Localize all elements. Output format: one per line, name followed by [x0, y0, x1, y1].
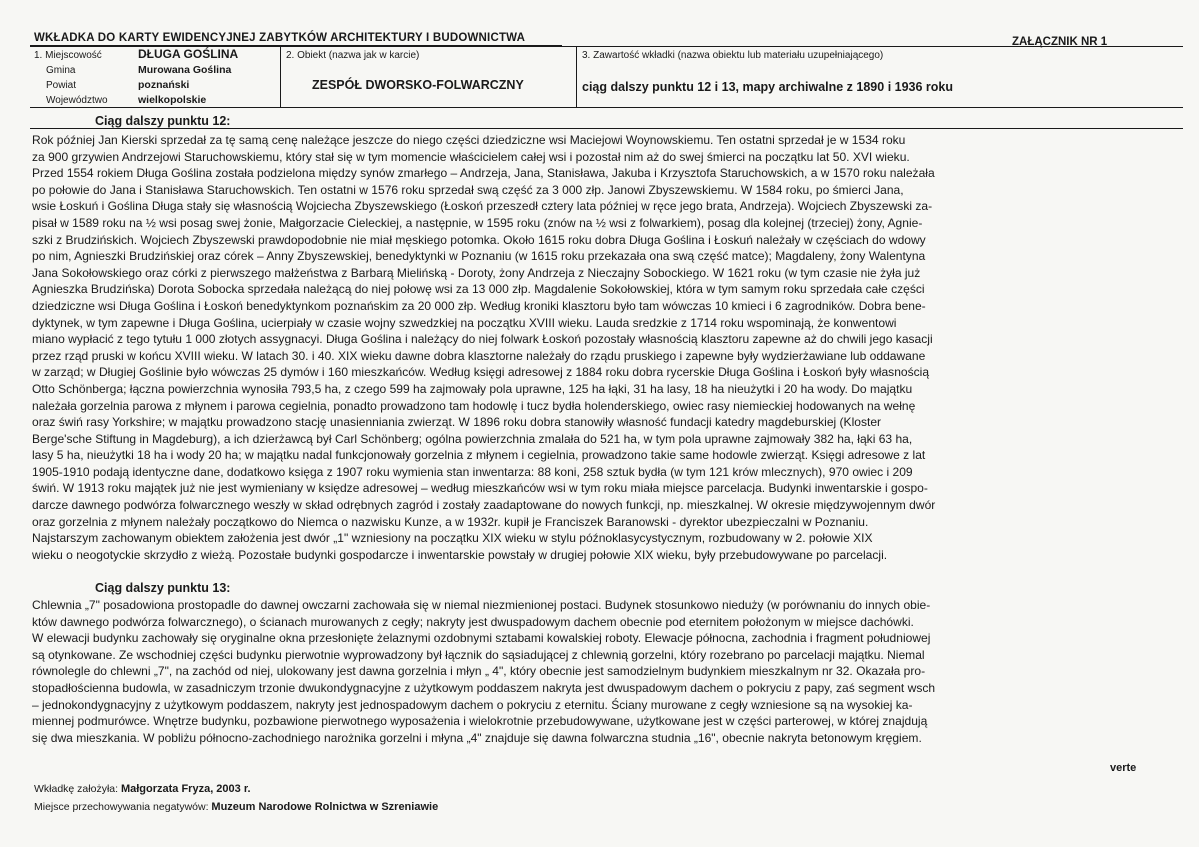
storage-value: Muzeum Narodowe Rolnictwa w Szreniawie	[211, 801, 439, 813]
text-line: Otto Schönberga; łączna powierzchnia wynosiła 793,5 ha, z czego 599 ha zajmowały pola uprawne, 125 ha łąki, 31 ha lasy, 18 ha nieużytki i 20 ha wody. Do majątku	[32, 381, 913, 396]
commune-label: Gmina	[46, 65, 76, 76]
text-line: szki z Brudzińskich. Wojciech Zbyszewski prawdopodobnie nie miał męskiego potomka. Około 1615 roku dobra Długa Goślina i Łoskuń należały w częściach do wdowy	[32, 232, 926, 247]
text-line: Najstarszym zachowanym obiektem założenia jest dwór „1" wzniesiony na początku XIX wieku w stylu późnoklasycystycznym, rozbudowany w 2. połowie XIX	[32, 531, 873, 546]
section12-heading: Ciąg dalszy punktu 12:	[95, 114, 231, 128]
author-line	[34, 783, 251, 795]
text-line: dziedziczne wsi Długa Goślina i Łoskoń benedyktynkom poznańskim za 20 000 złp. Według kroniki klasztoru było tam wówczas 10 kmieci i 6 zagrodników. Dobra bene-	[32, 298, 926, 313]
section-rule	[30, 128, 1183, 129]
text-line: – jednokondygnacyjny z użytkowym poddaszem, nakryty jest jednospadowym dachem o pokryciu z eternitu. Ściany murowane z cegły wzniesione są na wysokiej ka-	[32, 697, 913, 712]
text-line: po połowie do Jana i Stanisława Staruchowskich. Ten ostatni w 1576 roku sprzedał swą część za 3 000 złp. Janowi Zbyszewskiemu. W 1584 roku, po śmierci Jana,	[32, 182, 904, 197]
text-line: miano wypłacić z tego tytułu 1 000 złotych assygnacyi. Długa Goślina i należący do niej folwark Łoskoń pozostały własnością klasztoru zapewne aż do chwili jego kasacji	[32, 332, 933, 347]
commune-value: Murowana Goślina	[138, 64, 232, 76]
section12-body	[32, 132, 1192, 563]
text-line: W elewacji budynku zachowały się oryginalne okna przesłonięte żelaznymi ozdobnymi sztabami kowalskiej roboty. Elewacje północna, zachodnia i fragment południowej	[32, 631, 931, 646]
text-line: któw dawnego podwórza folwarcznego), o ścianach murowanych z cegły; nakryty jest dwuspadowym dachem obecnie pod eternitem położonym w miejsce dachówki.	[32, 614, 914, 629]
place-value: DŁUGA GOŚLINA	[138, 47, 239, 61]
author-value: Małgorzata Fryza, 2003 r.	[120, 783, 251, 795]
text-line: w zarząd; w Długiej Goślinie było wówczas 25 dymów i 160 mieszkańców. Według księgi adresowej z 1884 roku dobra rycerskie Długa Goślina i Łoskoń były własnością	[32, 365, 930, 380]
text-line: miennej podmurówce. Wnętrze budynku, pozbawione pierwotnego wyposażenia i wielokrotnie przebudowywane, użytkowane jest w części parterowej, w której znajdują	[32, 714, 928, 729]
text-line: przez rząd pruski w końcu XVIII wieku. W latach 30. i 40. XIX wieku dawne dobra klasztorne należały do rządu pruskiego i zapewne były wydzierżawiane lub oddawane	[32, 348, 926, 363]
text-line: stopadłościenna budowla, w zasadniczym trzonie dwukondygnacyjne z użytkowym poddaszem nakryta jest dwuspadowym dachem o pokryciu z papy, zaś segment wsch	[32, 680, 936, 695]
text-line: po nim, Agnieszki Brudzińskiej oraz córek – Anny Zbyszewskiej, benedyktynki w Poznaniu (w 1615 roku przekazała ona swą część matce); Magdaleny, żony Walentyna	[32, 249, 926, 264]
text-line: lasy 5 ha, nieużytki 18 ha i wody 20 ha; w majątku nadal funkcjonowały gorzelnia z młynem i cegielnia, prowadzono takie same hodowle zwierząt. Księgi adresowe z lat	[32, 448, 926, 463]
text-line: Chlewnia „7" posadowiona prostopadle do dawnej owczarni zachowała się w niemal niezmienionej postaci. Budynek stosunkowo nieduży (w porównaniu do innych obie-	[32, 598, 931, 612]
county-value: poznański	[138, 79, 190, 91]
text-line: dyktynek, w tym zapewne i Długa Goślina, ucierpiały w czasie wojny szwedzkiej na początku XVIII wieku. Lauda sredzkie z 1714 roku wspominają, że konwentowi	[32, 315, 897, 330]
text-line: Jana Sokołowskiego oraz córki z pierwszego małżeństwa z Barbarą Mielińską - Doroty, żony Andrzeja z Nieczajny Sobockiego. W 1621 roku (w tym czasie nie żyła już	[32, 265, 921, 280]
text-line: Rok później Jan Kierski sprzedał za tę samą cenę należące jeszcze do niego części dziedziczne wsi Maciejowi Woynowskiemu. Ten ostatni sprzedał je w 1534 roku	[32, 133, 906, 147]
object-value: ZESPÓŁ DWORSKO-FOLWARCZNY	[312, 78, 524, 92]
text-line: Przed 1554 rokiem Długa Goślina została podzielona między synów zmarłego – Andrzeja, Jana, Stanisława, Jakuba i Krzysztofa Staruchowskich, a w 1570 roku należała	[32, 166, 935, 181]
place-label: 1. Miejscowość	[34, 50, 102, 61]
section13-heading: Ciąg dalszy punktu 13:	[95, 581, 231, 595]
document-title: WKŁADKA DO KARTY EWIDENCYJNEJ ZABYTKÓW ARCHITEKTURY I BUDOWNICTWA	[34, 32, 526, 44]
text-line: 1905-1910 podają identyczne dane, dodatkowo księga z 1907 roku wymienia stan inwentarza: 88 koni, 258 sztuk bydła (w tym 121 krów mlecznych), 970 owiec i 209	[32, 464, 913, 479]
text-line: należała gorzelnia parowa z młynem i parowa cegielnia, ponadto prowadzono tam hodowlę i tucz bydła holenderskiego, owiec rasy niemieckiej hodowanych na wełnę	[32, 398, 916, 413]
voivodeship-value: wielkopolskie	[138, 94, 207, 106]
text-line: Agnieszka Brudzińska) Dorota Sobocka sprzedała należącą do niej połowę wsi za 13 000 złp. Magdalenie Sokołowskiej, która w tym samym roku sprzedała całe części	[32, 282, 925, 297]
text-line: oraz świń rasy Yorkshire; w majątku prowadzono stację unasienniania zwierząt. W 1896 roku dobra stanowiły własność fundacji katedry magdeburskiej (Kloster	[32, 415, 882, 430]
content-value: ciąg dalszy punktu 12 i 13, mapy archiwalne z 1890 i 1936 roku	[582, 80, 954, 94]
text-line: wieku o neogotyckie skrzydło z wieżą. Pozostałe budynki gospodarcze i inwentarskie powstały w drugiej połowie XIX wieku, były przebudowywane po parcelacji.	[32, 547, 888, 562]
text-line: wsie Łoskuń i Goślina Długa stały się własnością Wojciecha Zbyszewskiego (Łoskoń przeszedł cztery lata później w ręce jego brata, Andrzeja). Wojciech Zbyszewski za-	[32, 199, 933, 214]
county-label: Powiat	[46, 80, 77, 91]
storage-label: Miejsce przechowywania negatywów:	[34, 801, 209, 813]
object-label: 2. Obiekt (nazwa jak w karcie)	[286, 50, 420, 61]
annex-label: ZAŁĄCZNIK NR 1	[1012, 36, 1108, 48]
author-label: Wkładkę założyła:	[34, 783, 119, 795]
text-line: za 900 grzywien Andrzejowi Staruchowskiemu, który stał się w tym momencie właścicielem całej wsi i pozostał nim aż do swej śmierci na początku lat 50. XVI wieku.	[32, 149, 910, 164]
header-divider-1	[280, 46, 281, 108]
text-line: oraz gorzelnia z młynem należały początkowo do Niemca o nazwisku Kunze, a w 1932r. kupił je Franciszek Baranowski - dyrektor ubezpieczalni w Poznaniu.	[32, 514, 869, 529]
voivodeship-label: Województwo	[46, 95, 108, 106]
text-line: pisał w 1589 roku na ½ wsi posag swej żonie, Małgorzacie Cieleckiej, a następnie, w 1595 roku (znów na ½ wsi z folwarkiem), posag dla kolejnej (trzeciej) żony, Agnie-	[32, 215, 923, 230]
text-line: darcze dawnego podwórza folwarcznego weszły w skład odrębnych zagród i zostały zaadaptowane do nowych funkcji, np. mieszkalnej. W okresie międzywojennym dwór	[32, 498, 936, 513]
text-line: się dwa mieszkania. W pobliżu północno-zachodniego narożnika gorzelni i młyna „4" znajduje się dawna folwarczna studnia „16", obecnie nakryta betonowym kręgiem.	[32, 730, 922, 745]
text-line: są otynkowane. Ze wschodniej części budynku pierwotnie wyprowadzony był łącznik do sąsiadującej z chlewnią gorzelni, który rozebrano po parcelacji majątku. Niemal	[32, 647, 925, 662]
text-line: Berge'sche Stiftung in Magdeburg), a ich dzierżawcą był Carl Schönberg; ogólna powierzchnia zmalała do 521 ha, w tym pola uprawne zajmowały 382 ha, łąki 63 ha,	[32, 431, 913, 446]
verte-label: verte	[1110, 762, 1137, 774]
header-divider-2	[576, 46, 577, 108]
text-line: świń. W 1913 roku majątek już nie jest wymieniany w księdze adresowej – według mieszkańców wsi w tym roku miała miejsce parcelacja. Budynki inwentarskie i gospo-	[32, 481, 928, 496]
content-label: 3. Zawartość wkładki (nazwa obiektu lub materiału uzupełniającego)	[582, 50, 884, 61]
section13-body	[32, 597, 1192, 746]
text-line: równolegle do chlewni „7", na zachód od niej, ulokowany jest dawna gorzelnia i młyn „ 4", który obecnie jest samodzielnym budynkiem mieszkalnym nr 32. Okazała pro-	[32, 664, 926, 679]
storage-line	[34, 801, 438, 813]
